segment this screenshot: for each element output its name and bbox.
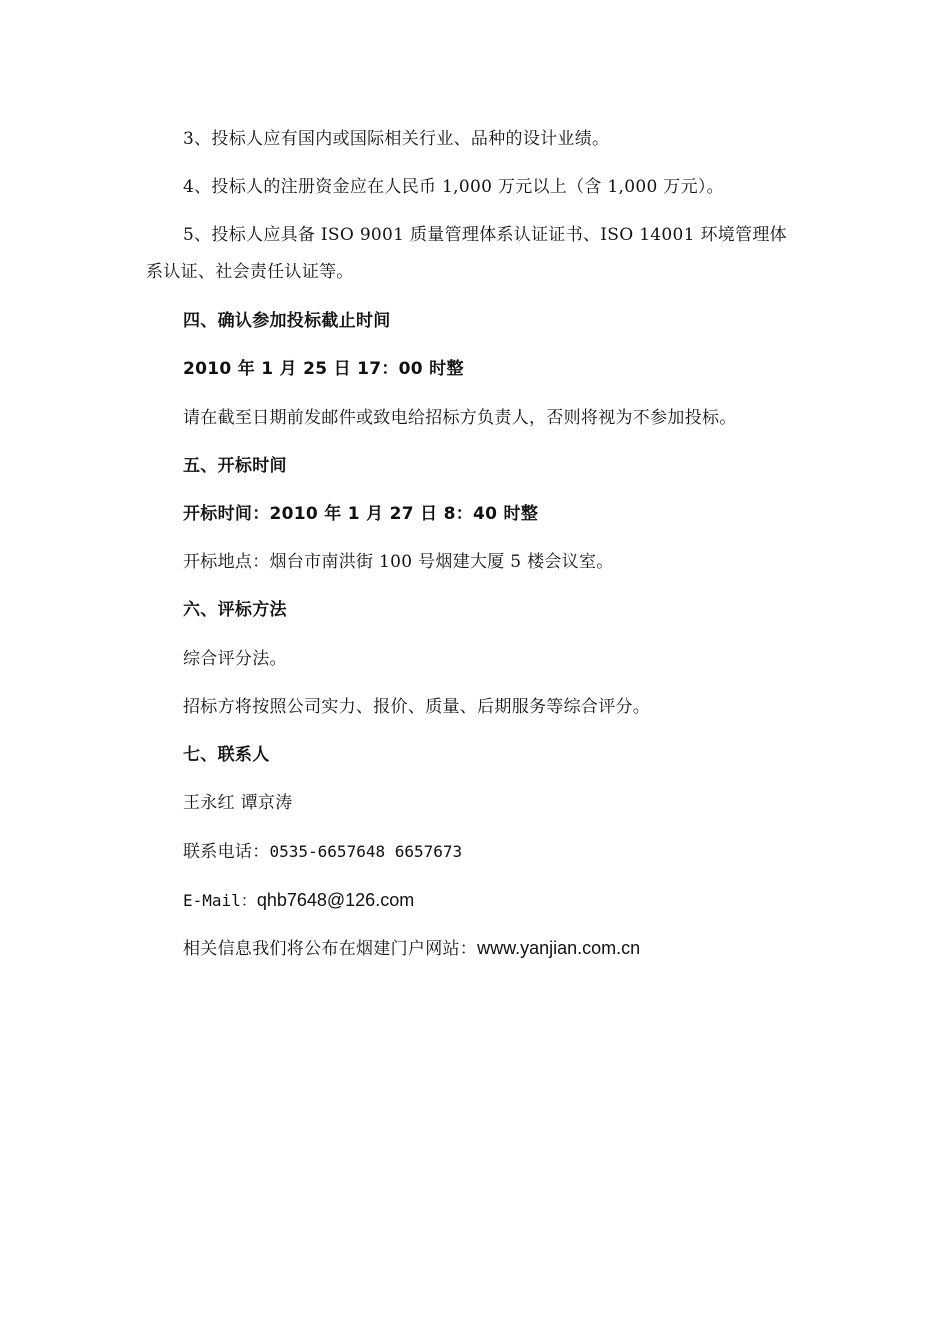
opening-place: 开标地点：烟台市南洪街 100 号烟建大厦 5 楼会议室。 xyxy=(183,552,614,572)
email-label: E-Mail： xyxy=(183,891,257,910)
evaluation-note: 招标方将按照公司实力、报价、质量、后期服务等综合评分。 xyxy=(183,697,651,717)
requirement-5-line-1: 5、投标人应具备 ISO 9001 质量管理体系认证证书、ISO 14001 环境管理体 xyxy=(183,225,787,245)
contact-names: 王永红 谭京涛 xyxy=(183,793,293,813)
section-4-heading: 四、确认参加投标截止时间 xyxy=(183,311,391,331)
email-value[interactable]: qhb7648@126.com xyxy=(256,890,415,910)
website-link[interactable]: www.yanjian.com.cn xyxy=(477,938,641,958)
phone-value: 0535-6657648 6657673 xyxy=(269,842,463,861)
section-6-heading: 六、评标方法 xyxy=(183,600,287,620)
phone-label: 联系电话： xyxy=(183,842,270,862)
website-info xyxy=(183,936,640,961)
contact-email xyxy=(183,888,414,913)
requirement-3: 3、投标人应有国内或国际相关行业、品种的设计业绩。 xyxy=(183,129,610,149)
website-label: 相关信息我们将公布在烟建门户网站： xyxy=(183,939,478,959)
section-7-heading: 七、联系人 xyxy=(183,745,270,765)
requirement-4: 4、投标人的注册资金应在人民币 1,000 万元以上（含 1,000 万元）。 xyxy=(183,177,724,197)
evaluation-method: 综合评分法。 xyxy=(183,649,287,669)
requirement-5-line-2: 系认证、社会责任认证等。 xyxy=(146,262,354,282)
contact-phone xyxy=(183,840,462,864)
section-5-heading: 五、开标时间 xyxy=(183,456,287,476)
deadline-note: 请在截至日期前发邮件或致电给招标方负责人，否则将视为不参加投标。 xyxy=(183,408,737,428)
deadline-text: 2010 年 1 月 25 日 17：00 时整 xyxy=(183,359,464,379)
opening-time: 开标时间：2010 年 1 月 27 日 8：40 时整 xyxy=(183,504,539,524)
